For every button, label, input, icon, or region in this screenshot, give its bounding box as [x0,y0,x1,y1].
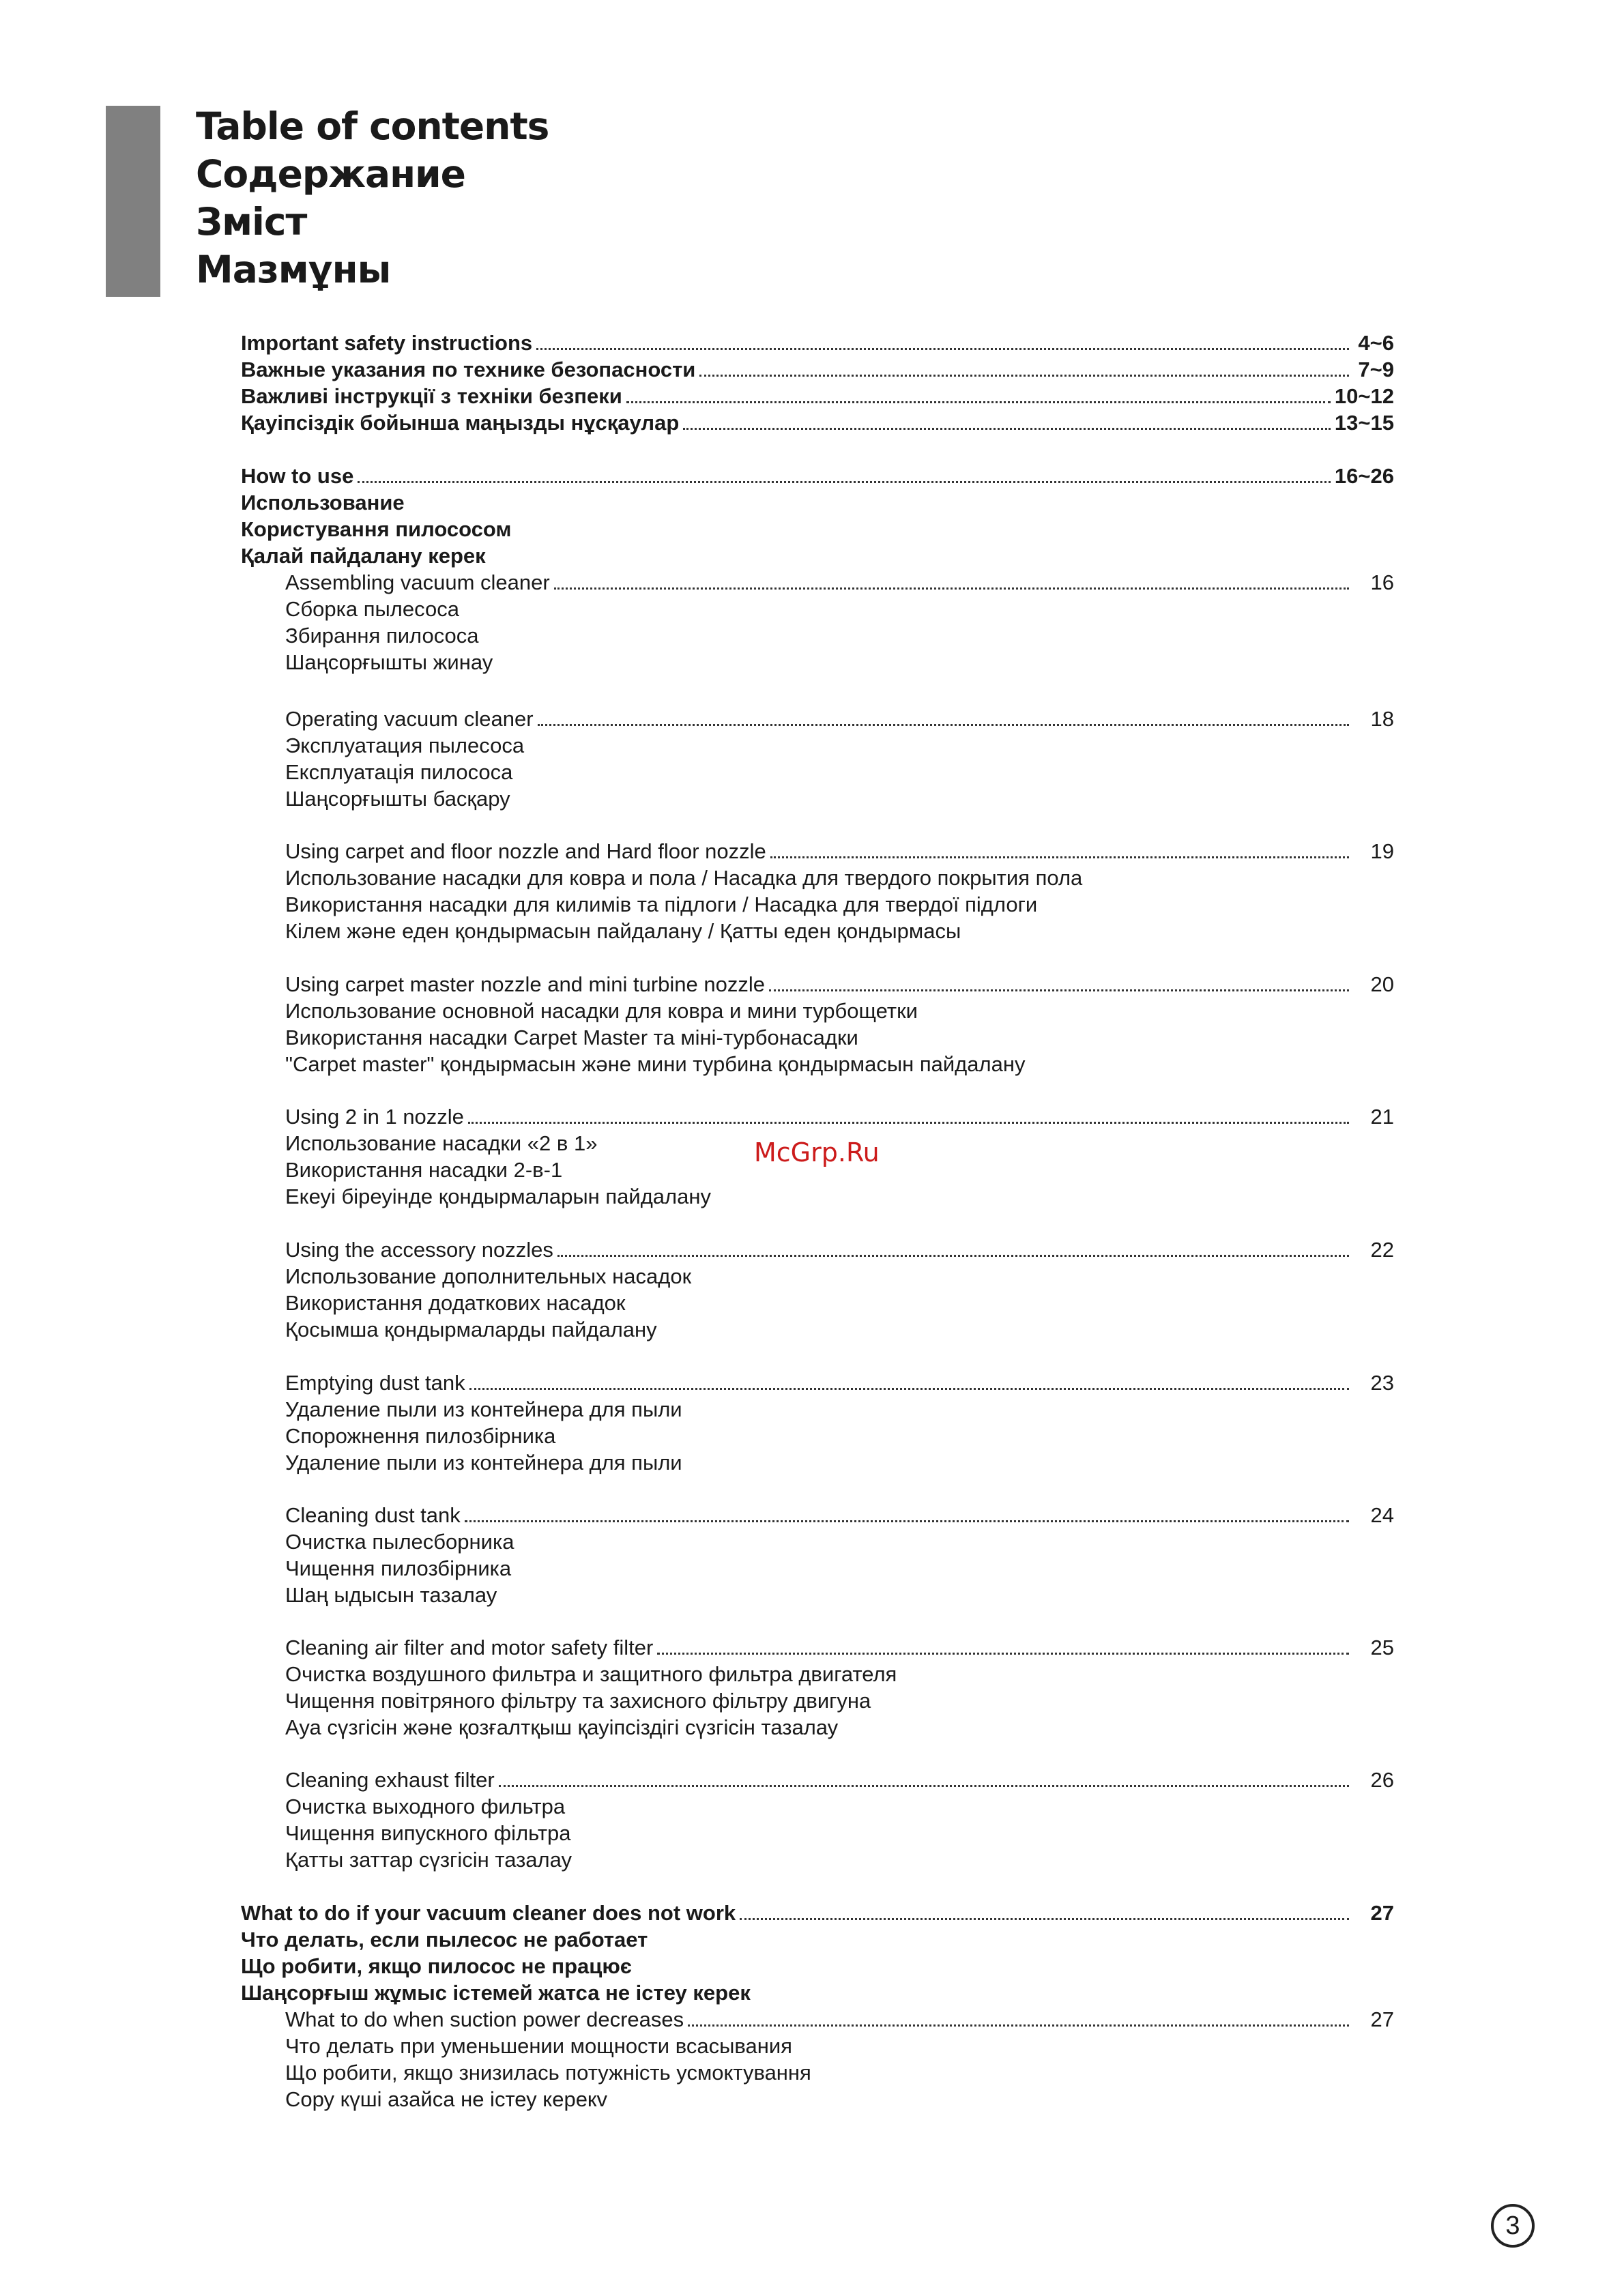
toc-entry-title: Що робити, якщо знизилась потужність усмоктування [285,2061,811,2085]
toc-entry-title: Удаление пыли из контейнера для пыли [285,1397,682,1421]
toc-entry-title: Using carpet and floor nozzle and Hard floor nozzle [285,839,766,863]
toc-entry-title: How to use [241,464,354,488]
toc-entry-title: Використання насадки для килимів та підлоги / Насадка для твердої підлоги [285,892,1038,916]
toc-entry [285,1263,1394,1290]
toc-entry-title: Использование основной насадки для ковра и мини турбощетки [285,999,918,1023]
toc-entry [285,2059,1394,2087]
toc-entry-title: Что делать, если пылесос не работает [241,1928,648,1951]
toc-entry-title: Очистка воздушного фильтра и защитного фильтра двигателя [285,1662,897,1686]
page-title-block [196,102,549,293]
toc-entry-title: Using 2 in 1 nozzle [285,1105,464,1129]
toc-entry-title: Кілем және еден қондырмасын пайдалану / Қатты еден қондырмасы [285,919,961,943]
dot-leader [626,401,1331,403]
dot-leader [770,856,1349,858]
dot-leader [536,347,1349,350]
dot-leader [468,1121,1349,1124]
toc-entry [241,516,1394,543]
dot-leader [557,1254,1349,1257]
toc-entry-title: Користування пилососом [241,517,512,541]
toc-entry [241,1926,1394,1954]
toc-entry [241,1900,1394,1927]
toc-entry [285,622,1394,650]
toc-entry-page: 22 [1370,1238,1394,1262]
toc-entry-title: Використання насадки 2-в-1 [285,1158,563,1182]
toc-entry-title: Шаң ыдысын тазалау [285,1583,497,1607]
toc-entry [285,838,1394,865]
toc-entry-title: Important safety instructions [241,331,533,355]
toc-entry-title: Сборка пылесоса [285,597,459,621]
toc-entry-title: Cleaning dust tank [285,1503,461,1527]
toc-entry [285,1687,1394,1715]
toc-entry [241,330,1394,357]
toc-entry [285,1582,1394,1609]
toc-entry-title: Збирання пилососа [285,624,479,648]
toc-entry [285,1820,1394,1847]
toc-entry-title: Что делать при уменьшении мощности всасывания [285,2034,792,2058]
toc-entry-title: Using carpet master nozzle and mini turbine nozzle [285,972,766,996]
toc-entry-title: Чищення повітряного фільтру та захисного фільтру двигуна [285,1689,871,1713]
toc-entry-title: Использование насадки для ковра и пола / Насадка для твердого покрытия пола [285,866,1083,890]
toc-entry [285,1793,1394,1820]
dot-leader [538,723,1349,726]
dot-leader [554,587,1349,590]
toc-entry-title: Що робити, якщо пилосос не працює [241,1954,632,1978]
toc-entry [285,1236,1394,1264]
toc-entry [285,1661,1394,1688]
toc-entry-title: Екеуі біреуінде қондырмаларын пайдалану [285,1185,711,1208]
toc-entry [285,1555,1394,1582]
toc-entry [285,596,1394,623]
dot-leader [499,1784,1349,1787]
toc-entry-title: Қалай пайдалану керек [241,544,486,568]
toc-entry [285,785,1394,813]
toc-entry-title: Шаңсорғышты басқару [285,787,510,811]
toc-entry [285,1396,1394,1423]
toc-entry [285,2006,1394,2033]
toc-entry-page: 10~12 [1334,384,1394,408]
dot-leader [465,1520,1349,1522]
toc-entry-title: Шаңсорғышты жинау [285,650,493,674]
toc-entry-title: Чищення випускного фільтра [285,1821,571,1845]
toc-entry [241,542,1394,570]
toc-entry [285,1423,1394,1450]
toc-entry [241,463,1394,490]
toc-entry [285,1634,1394,1661]
toc-entry [285,1183,1394,1210]
page-number: 3 [1491,2204,1535,2248]
toc-entry-title: Использование насадки «2 в 1» [285,1131,598,1155]
toc-entry [285,2033,1394,2060]
toc-entry-title: Використання додаткових насадок [285,1291,626,1315]
toc-entry [285,1290,1394,1317]
toc-entry-page: 20 [1370,972,1394,996]
toc-entry [285,759,1394,786]
toc-entry [285,1103,1394,1131]
watermark: McGrp.Ru [754,1137,880,1167]
toc-entry [285,971,1394,998]
toc-entry-title: What to do if your vacuum cleaner does not work [241,1901,736,1925]
toc-entry-page: 24 [1370,1503,1394,1527]
dot-leader [657,1652,1349,1655]
toc-entry [241,356,1394,383]
toc-entry-page: 7~9 [1358,358,1394,381]
toc-entry-page: 16 [1370,570,1394,594]
toc-entry-title: Using the accessory nozzles [285,1238,553,1262]
toc-entry-page: 16~26 [1334,464,1394,488]
toc-entry [241,1979,1394,2007]
toc-entry-title: Очистка пылесборника [285,1530,514,1554]
dot-leader [683,427,1331,430]
toc-entry-title: Спорожнення пилозбірника [285,1424,556,1448]
toc-entry-title: Использование [241,491,405,514]
toc-entry-title: Чищення пилозбірника [285,1556,512,1580]
dot-leader [740,1917,1349,1920]
toc-entry-page: 25 [1370,1636,1394,1659]
toc-entry-page: 19 [1370,839,1394,863]
title-kk: Мазмұны [196,248,391,291]
toc-entry-page: 27 [1370,1901,1394,1925]
toc-entry-title: What to do when suction power decreases [285,2007,684,2031]
toc-entry [285,2086,1394,2113]
toc-entry-page: 4~6 [1358,331,1394,355]
toc-entry [285,865,1394,892]
toc-entry-title: Emptying dust tank [285,1371,465,1395]
toc-entry [285,649,1394,676]
toc-entry-title: Шаңсорғыш жұмыс істемей жатса не істеу керек [241,1981,751,2005]
toc-entry [285,1316,1394,1344]
toc-entry [285,1024,1394,1051]
toc-entry [285,918,1394,945]
toc-entry-page: 18 [1370,707,1394,731]
toc-entry-title: Қауіпсіздік бойынша маңызды нұсқаулар [241,411,680,435]
toc-entry-page: 13~15 [1334,411,1394,435]
toc-entry [285,706,1394,733]
toc-entry-title: Важливі інструкції з техніки безпеки [241,384,622,408]
toc-entry-page: 27 [1370,2007,1394,2031]
toc-entry [285,1528,1394,1556]
toc-entry-title: Важные указания по технике безопасности [241,358,696,381]
title-ru: Содержание [196,152,465,196]
toc-entry-title: Cleaning air filter and motor safety filter [285,1636,654,1659]
toc-entry-page: 26 [1370,1768,1394,1792]
toc-entry-title: Удаление пыли из контейнера для пыли [285,1451,682,1475]
toc-entry [285,1767,1394,1794]
toc-entry-title: Operating vacuum cleaner [285,707,534,731]
dot-leader [699,374,1349,377]
toc-entry [241,409,1394,437]
toc-entry-title: Эксплуатация пылесоса [285,734,525,757]
toc-entry [285,998,1394,1025]
toc-entry-title: Ауа сүзгісін және қозғалтқыш қауіпсіздігі сүзгісін тазалау [285,1715,839,1739]
toc-entry [285,1369,1394,1397]
title-en: Table of contents [196,104,549,148]
toc-entry-title: Assembling vacuum cleaner [285,570,550,594]
toc-entry [241,489,1394,517]
dot-leader [769,989,1349,991]
dot-leader [469,1387,1349,1390]
toc-entry [285,1449,1394,1477]
toc-entry-title: Сору күші азайса не істеу керекv [285,2087,607,2111]
toc-entry-title: Использование дополнительных насадок [285,1264,692,1288]
toc-entry-title: Очистка выходного фильтра [285,1795,566,1818]
toc-entry [285,1714,1394,1741]
toc-entry [285,1502,1394,1529]
toc-entry [285,891,1394,918]
toc-entry [285,732,1394,759]
toc-entry [241,1953,1394,1980]
toc-entry-title: Cleaning exhaust filter [285,1768,495,1792]
toc-entry-title: Експлуатація пилососа [285,760,513,784]
title-uk: Зміст [196,200,307,244]
section-marker-bar [106,106,160,297]
toc-entry [285,569,1394,596]
toc-entry-title: Використання насадки Carpet Master та міні-турбонасадки [285,1026,858,1049]
dot-leader [358,480,1331,483]
toc-entry-title: Қосымша қондырмаларды пайдалану [285,1318,657,1341]
toc-entry-page: 21 [1370,1105,1394,1129]
dot-leader [688,2024,1349,2027]
toc-entry [241,383,1394,410]
toc-entry [285,1846,1394,1874]
toc-entry-title: Қатты заттар сүзгісін тазалау [285,1848,572,1872]
toc-entry [285,1051,1394,1078]
toc-entry-title: "Carpet master" қондырмасын және мини турбина қондырмасын пайдалану [285,1052,1026,1076]
toc-entry-page: 23 [1370,1371,1394,1395]
